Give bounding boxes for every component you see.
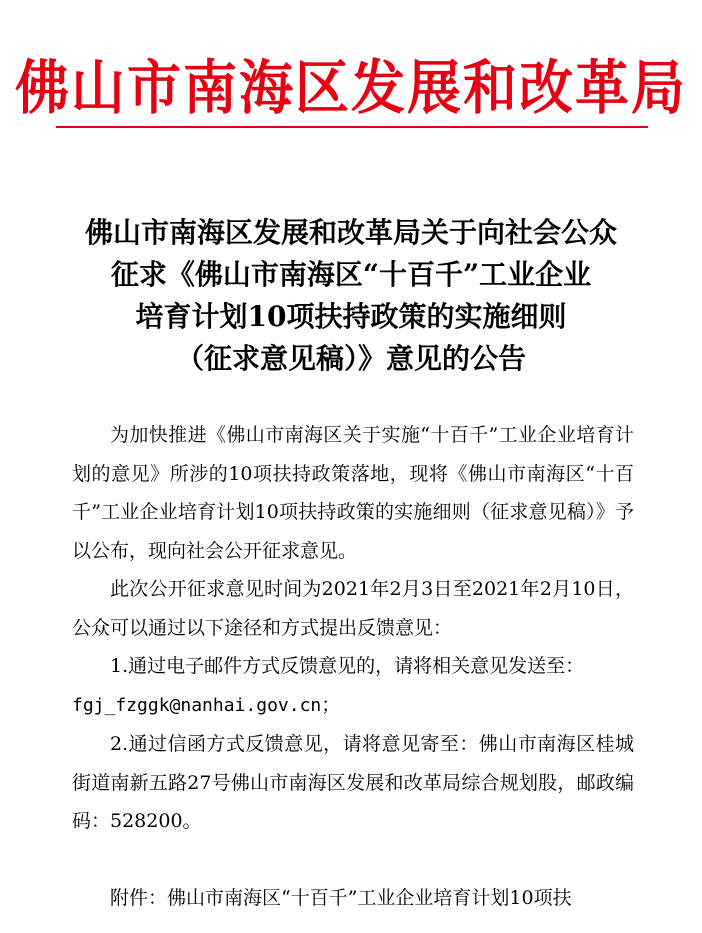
paragraph-period: 此次公开征求意见时间为2021年2月3日至2021年2月10日，公众可以通过以下途径和方式提出反馈意见： [72,578,634,639]
paragraph-gap [72,841,634,879]
letterhead-red-rule [56,126,648,128]
letterhead-org-name: 佛山市南海区发展和改革局 [15,53,687,123]
paragraph-mail-method: 2.通过信函方式反馈意见，请将意见寄至：佛山市南海区桂城街道南新五路27号佛山市南海区发展和改革局综合规划股，邮政编码：528200。 [72,733,634,832]
paragraph-email-address [72,686,634,726]
paragraph-intro: 为加快推进《佛山市南海区关于实施“十百千”工业企业培育计划的意见》所涉的10项扶持政策落地，现将《佛山市南海区“十百千”工业企业培育计划10项扶持政策的实施细则（征求意见稿）》予以公布，现向社会公开征求意见。 [72,424,634,562]
notice-body [72,416,634,917]
notice-title [40,212,662,380]
email-link[interactable]: fgj_fzggk@nanhai.gov.cn [72,694,322,716]
email-suffix: ； [321,693,341,716]
title-line-4: （征求意见稿）》意见的公告 [175,342,526,375]
title-line-1: 佛山市南海区发展和改革局关于向社会公众 [84,216,617,249]
title-line-3: 培育计划10项扶持政策的实施细则 [135,300,567,333]
title-line-2: 征求《佛山市南海区“十百千”工业企业 [110,258,592,291]
paragraph-email-method: 1.通过电子邮件方式反馈意见的，请将相关意见发送至： [110,655,585,677]
paragraph-attachment: 附件：佛山市南海区“十百千”工业企业培育计划10项扶 [110,886,572,909]
